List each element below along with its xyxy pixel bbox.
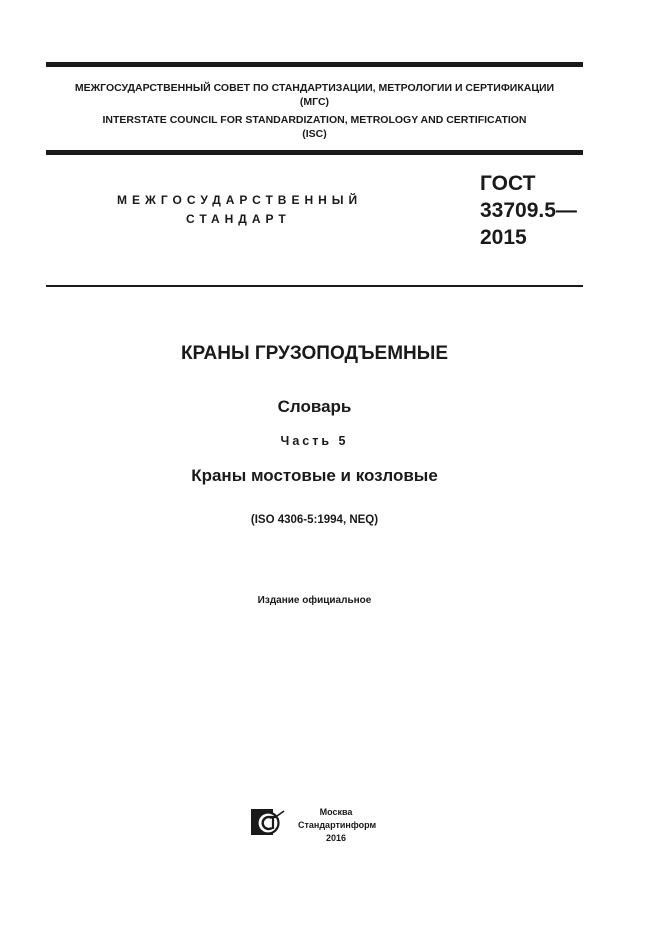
council-ru xyxy=(46,81,583,109)
publisher-city: Москва xyxy=(319,807,353,817)
gost-designation xyxy=(480,170,577,251)
header-rule xyxy=(46,150,583,155)
publisher-block xyxy=(298,806,377,845)
council-en xyxy=(46,113,583,141)
gost-number: 33709.5— xyxy=(480,199,577,222)
subtitle: Словарь xyxy=(277,397,352,416)
standard-type-line1: МЕЖГОСУДАРСТВЕННЫЙ xyxy=(117,193,363,207)
edition-note: Издание официальное xyxy=(257,595,372,606)
standartinform-logo-icon xyxy=(250,806,290,838)
publisher-name: Стандартинформ xyxy=(298,820,377,830)
council-en-abbr: (ISC) xyxy=(302,128,327,140)
standard-type-line2: СТАНДАРТ xyxy=(186,212,291,226)
council-ru-name: МЕЖГОСУДАРСТВЕННЫЙ СОВЕТ ПО СТАНДАРТИЗАЦИИ, МЕТРОЛОГИИ И СЕРТИФИКАЦИИ xyxy=(74,82,555,94)
publisher-year: 2016 xyxy=(325,833,347,843)
iso-reference: (ISO 4306-5:1994, NEQ) xyxy=(250,514,379,526)
title-rule xyxy=(46,285,583,287)
part-number: Часть 5 xyxy=(280,434,349,448)
main-title: КРАНЫ ГРУЗОПОДЪЕМНЫЕ xyxy=(180,343,449,364)
gost-label: ГОСТ xyxy=(480,172,536,195)
council-ru-abbr: (МГС) xyxy=(299,96,330,108)
part-title: Краны мостовые и козловые xyxy=(191,466,438,485)
council-en-name: INTERSTATE COUNCIL FOR STANDARDIZATION, METROLOGY AND CERTIFICATION xyxy=(102,114,527,126)
top-rule xyxy=(46,62,583,67)
gost-year: 2015 xyxy=(480,226,527,249)
